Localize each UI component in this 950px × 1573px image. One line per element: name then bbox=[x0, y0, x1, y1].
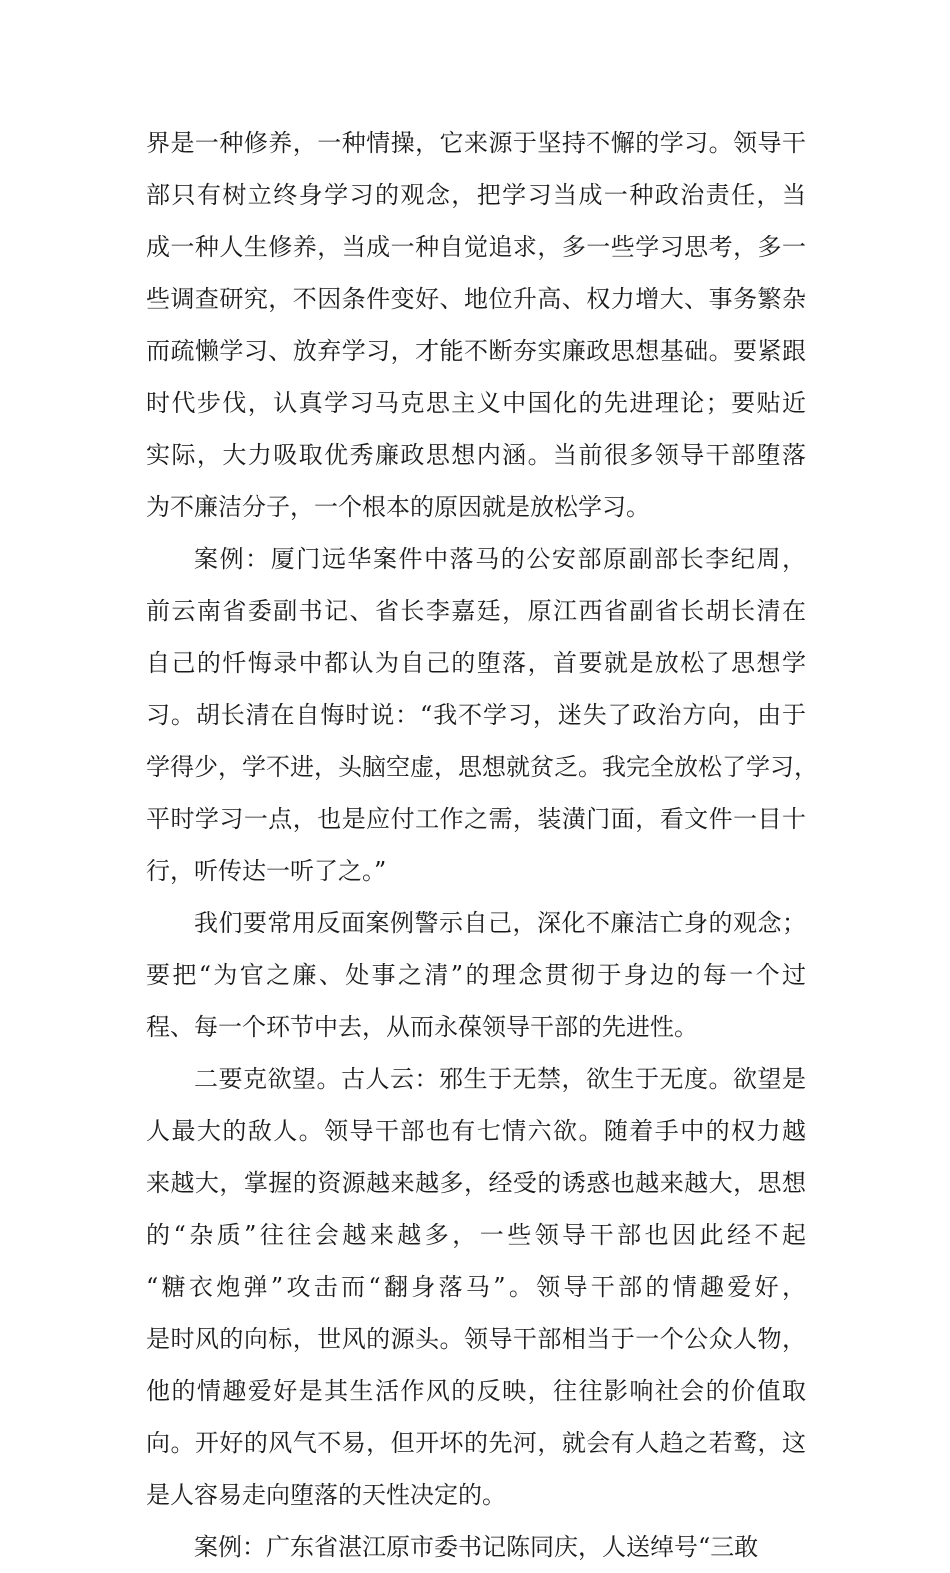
text-line: 向。开好的风气不易，但开坏的先河，就会有人趋之若鹜，这 bbox=[146, 1429, 806, 1457]
paragraph-start-line: 我们要常用反面案例警示自己，深化不廉洁亡身的观念； bbox=[194, 909, 806, 937]
text-line: 时代步伐，认真学习马克思主义中国化的先进理论；要贴近 bbox=[146, 389, 806, 417]
text-line: 程、每一个环节中去，从而永葆领导干部的先进性。 bbox=[146, 1013, 698, 1041]
text-line: 成一种人生修养，当成一种自觉追求，多一些学习思考，多一 bbox=[146, 233, 806, 261]
text-line: 平时学习一点，也是应付工作之需，装潢门面，看文件一目十 bbox=[146, 805, 806, 833]
text-line: 人最大的敌人。领导干部也有七情六欲。随着手中的权力越 bbox=[146, 1117, 806, 1145]
text-line: 部只有树立终身学习的观念，把学习当成一种政治责任，当 bbox=[146, 181, 806, 209]
paragraph-start-line: 二要克欲望。古人云：邪生于无禁，欲生于无度。欲望是 bbox=[194, 1065, 806, 1093]
text-line: 习。胡长清在自悔时说：“我不学习，迷失了政治方向，由于 bbox=[146, 701, 806, 729]
text-line: 是时风的向标，世风的源头。领导干部相当于一个公众人物， bbox=[146, 1325, 806, 1353]
text-line: 来越大，掌握的资源越来越多，经受的诱惑也越来越大，思想 bbox=[146, 1169, 806, 1197]
text-line: 要把“为官之廉、处事之清”的理念贯彻于身边的每一个过 bbox=[146, 961, 806, 989]
text-line: 些调查研究，不因条件变好、地位升高、权力增大、事务繁杂 bbox=[146, 285, 806, 313]
text-line: 学得少，学不进，头脑空虚，思想就贫乏。我完全放松了学习， bbox=[146, 753, 818, 781]
text-line: 是人容易走向堕落的天性决定的。 bbox=[146, 1481, 506, 1509]
text-line: 他的情趣爱好是其生活作风的反映，往往影响社会的价值取 bbox=[146, 1377, 806, 1405]
document-body bbox=[146, 117, 818, 1573]
text-line: 自己的忏悔录中都认为自己的堕落，首要就是放松了思想学 bbox=[146, 649, 806, 677]
text-line: 实际，大力吸取优秀廉政思想内涵。当前很多领导干部堕落 bbox=[146, 441, 806, 469]
text-line: 前云南省委副书记、省长李嘉廷，原江西省副省长胡长清在 bbox=[146, 597, 806, 625]
text-line: 界是一种修养，一种情操，它来源于坚持不懈的学习。领导干 bbox=[146, 129, 806, 157]
text-line: 行，听传达一听了之。” bbox=[146, 857, 387, 885]
text-line: 的“杂质”往往会越来越多，一些领导干部也因此经不起 bbox=[146, 1221, 806, 1249]
text-line: 而疏懒学习、放弃学习，才能不断夯实廉政思想基础。要紧跟 bbox=[146, 337, 806, 365]
text-line: 为不廉洁分子，一个根本的原因就是放松学习。 bbox=[146, 493, 650, 521]
paragraph-start-line: 案例：厦门远华案件中落马的公安部原副部长李纪周， bbox=[194, 545, 806, 573]
text-line: “糖衣炮弹”攻击而“翻身落马”。领导干部的情趣爱好， bbox=[146, 1273, 806, 1301]
paragraph-start-line: 案例：广东省湛江原市委书记陈同庆，人送绰号“三敢 bbox=[194, 1533, 759, 1561]
